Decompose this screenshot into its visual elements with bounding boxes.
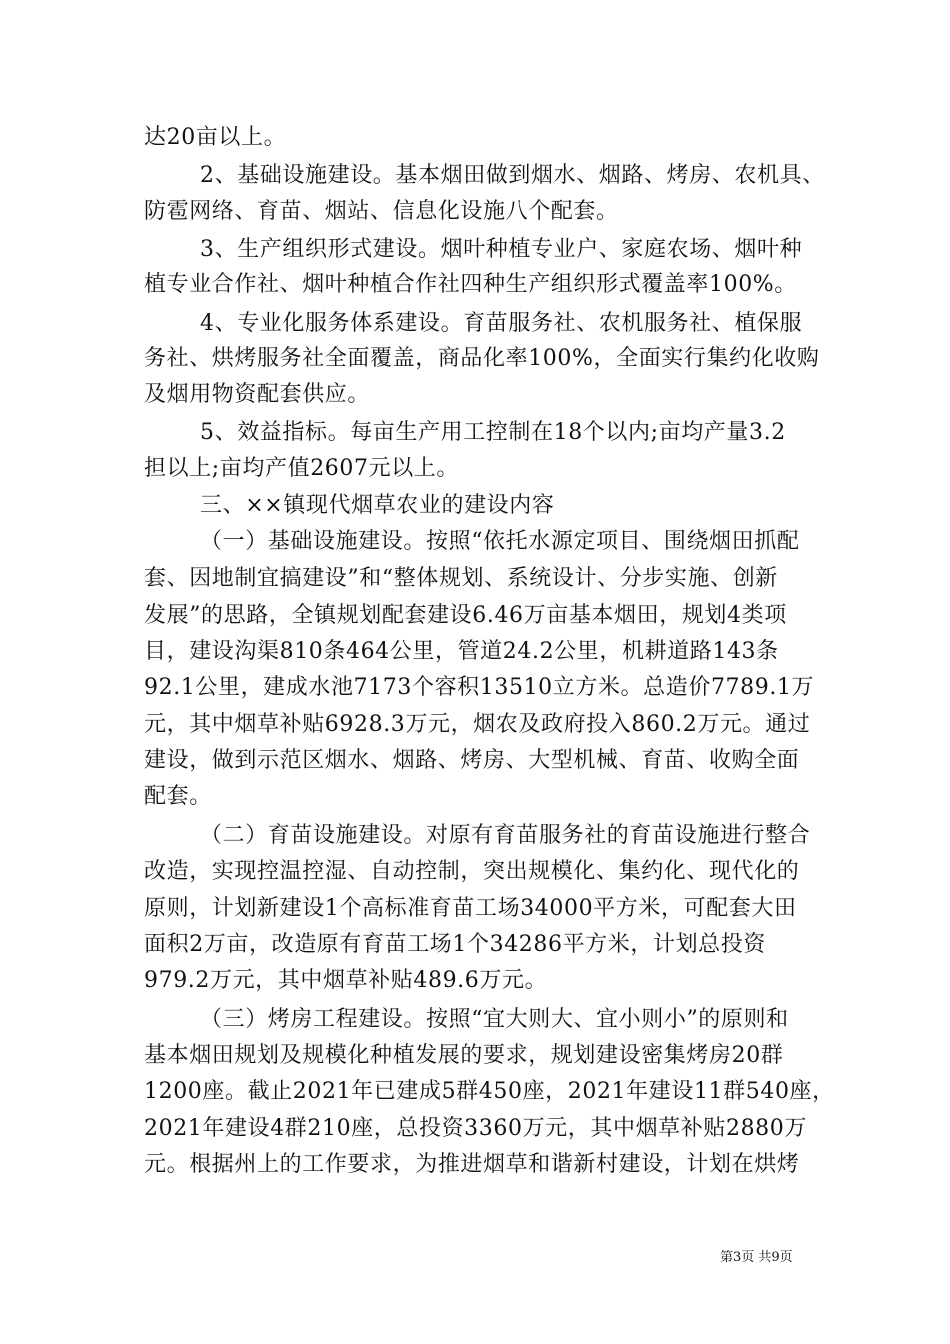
text-line: 配套。: [144, 784, 212, 809]
text-line: 改造，实现控温控湿、自动控制，突出规模化、集约化、现代化的: [144, 859, 800, 884]
text-line: 4、专业化服务体系建设。育苗服务社、农机服务社、植保服: [200, 311, 803, 336]
text-line: 面积2万亩，改造原有育苗工场1个34286平方米，计划总投资: [144, 932, 766, 957]
text-line: 发展”的思路，全镇规划配套建设6.46万亩基本烟田，规划4类项: [144, 603, 787, 628]
text-line: （三）烤房工程建设。按照“宜大则大、宜小则小”的原则和: [200, 1007, 789, 1032]
text-line: （一）基础设施建设。按照“依托水源定项目、围绕烟田抓配: [200, 529, 800, 554]
text-line: 元，其中烟草补贴6928.3万元，烟农及政府投入860.2万元。通过: [144, 712, 811, 737]
text-line: 植专业合作社、烟叶种植合作社四种生产组织形式覆盖率100%。: [144, 272, 797, 297]
text-line: 防雹网络、育苗、烟站、信息化设施八个配套。: [144, 199, 619, 224]
text-line: 5、效益指标。每亩生产用工控制在18个以内;亩均产量3.2: [200, 420, 786, 445]
text-line: 92.1公里，建成水池7173个容积13510立方米。总造价7789.1万: [144, 675, 815, 700]
text-line: 3、生产组织形式建设。烟叶种植专业户、家庭农场、烟叶种: [200, 237, 803, 262]
text-line: 原则，计划新建设1个高标准育苗工场34000平方米，可配套大田: [144, 896, 797, 921]
text-line: 担以上;亩均产值2607元以上。: [144, 456, 460, 481]
text-line: 目，建设沟渠810条464公里，管道24.2公里，机耕道路143条: [144, 639, 779, 664]
text-line: 及烟用物资配套供应。: [144, 382, 371, 407]
text-line: 基本烟田规划及规模化种植发展的要求，规划建设密集烤房20群: [144, 1043, 784, 1068]
section-heading: 三、××镇现代烟草农业的建设内容: [200, 493, 555, 518]
text-line: 套、因地制宜搞建设”和“整体规划、系统设计、分步实施、创新: [144, 566, 778, 591]
text-line: 1200座。截止2021年已建成5群450座，2021年建设11群540座，: [144, 1079, 835, 1104]
text-line: 建设，做到示范区烟水、烟路、烤房、大型机械、育苗、收购全面: [144, 748, 800, 773]
text-line: 达20亩以上。: [144, 125, 287, 150]
text-line: 元。根据州上的工作要求，为推进烟草和谐新村建设，计划在烘烤: [144, 1152, 800, 1177]
page-number: 第3页 共9页: [720, 1250, 793, 1265]
text-line: 务社、烘烤服务社全面覆盖，商品化率100%，全面实行集约化收购: [144, 346, 820, 371]
text-line: 979.2万元，其中烟草补贴489.6万元。: [144, 968, 548, 993]
text-line: （二）育苗设施建设。对原有育苗服务社的育苗设施进行整合: [200, 823, 811, 848]
text-line: 2021年建设4群210座，总投资3360万元，其中烟草补贴2880万: [144, 1116, 807, 1141]
text-line: 2、基础设施建设。基本烟田做到烟水、烟路、烤房、农机具、: [200, 163, 825, 188]
